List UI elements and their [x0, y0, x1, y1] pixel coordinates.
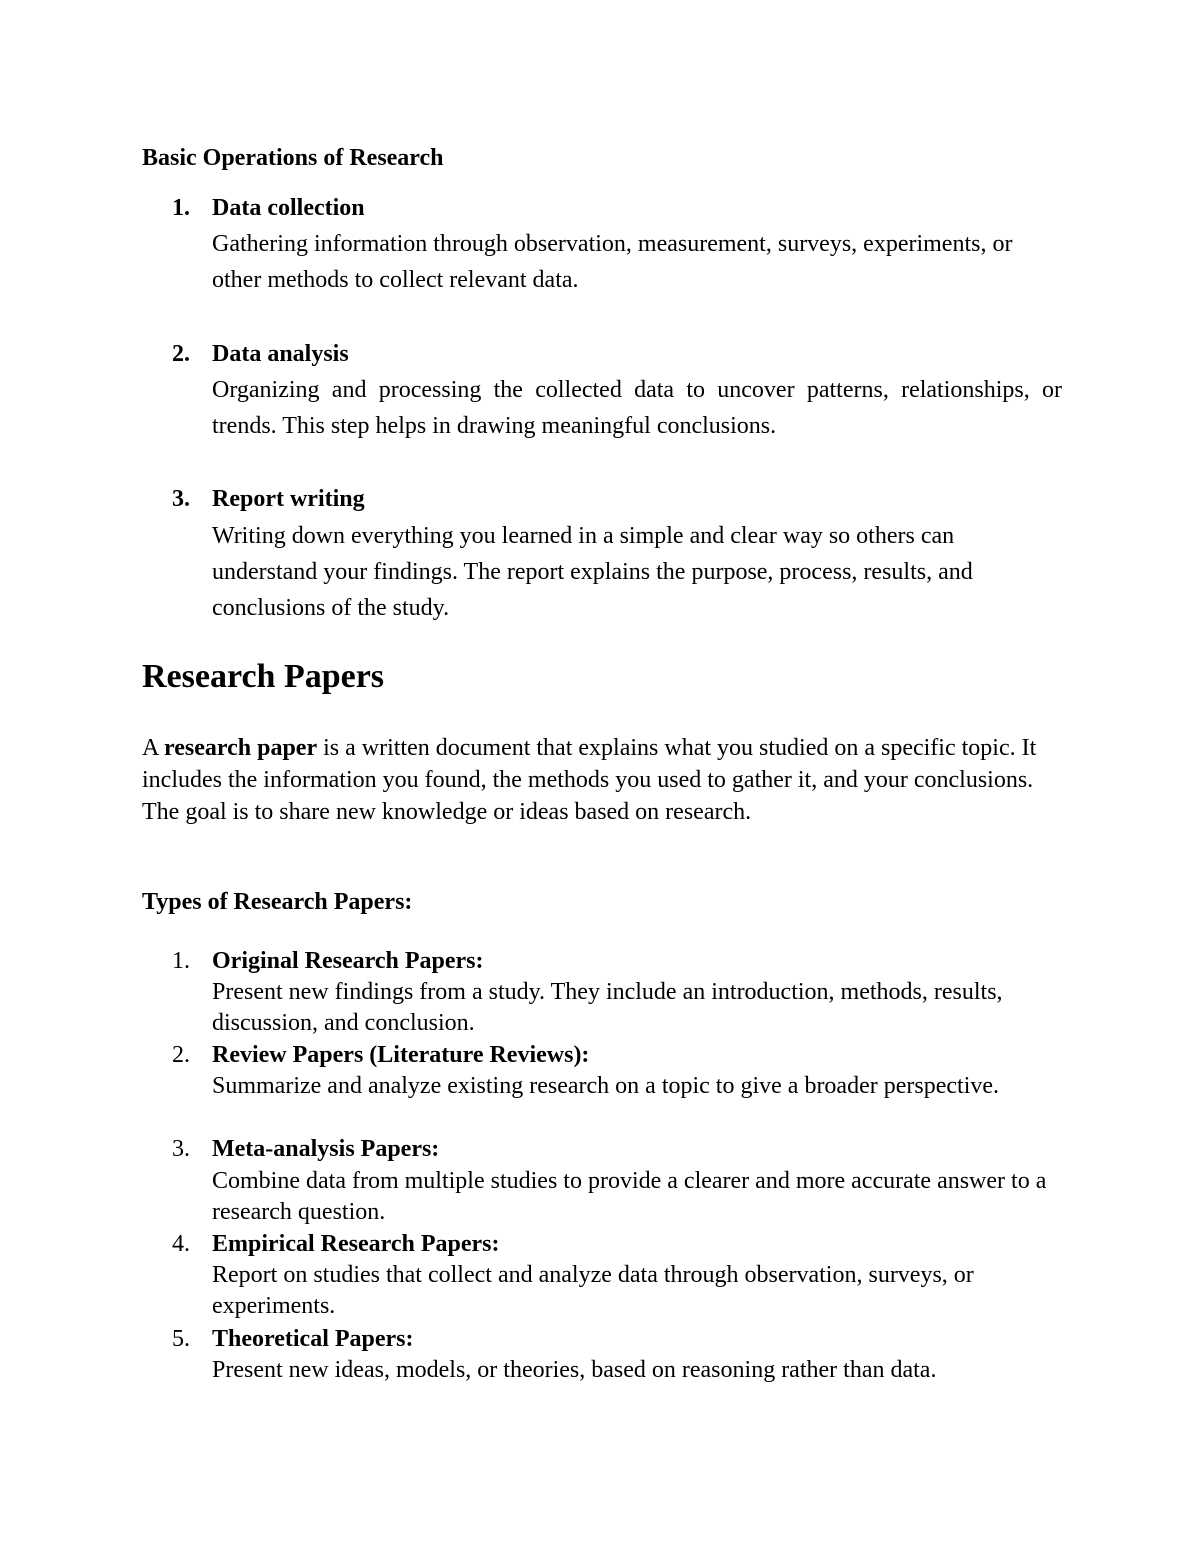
type-number: 1. [172, 948, 190, 974]
type-number: 5. [172, 1326, 190, 1352]
definition-body: is a written document that explains what you studied on a specific topic. It includes the information you found, the methods you used to gather it, and your conclusions. The goal is to share new knowledge or ideas based on research. [142, 735, 1037, 825]
research-paper-definition [142, 732, 1062, 828]
operation-title: Report writing [212, 486, 365, 512]
operation-title: Data collection [212, 195, 365, 221]
definition-term: research paper [164, 735, 318, 761]
type-number: 3. [172, 1136, 190, 1162]
definition-prefix: A [142, 735, 165, 761]
operation-number: 3. [172, 486, 190, 512]
research-papers-heading: Research Papers [142, 658, 385, 695]
type-title: Theoretical Papers: [212, 1326, 414, 1352]
operation-description: Gathering information through observation, measurement, surveys, experiments, or other methods to collect relevant data. [212, 231, 1013, 293]
basic-operations-heading: Basic Operations of Research [142, 145, 444, 171]
operation-number: 2. [172, 341, 190, 367]
type-title: Meta-analysis Papers: [212, 1136, 440, 1162]
type-number: 4. [172, 1231, 190, 1257]
type-number: 2. [172, 1042, 190, 1068]
types-heading: Types of Research Papers: [142, 889, 413, 915]
type-description: Present new ideas, models, or theories, based on reasoning rather than data. [212, 1357, 937, 1383]
type-title: Review Papers (Literature Reviews): [212, 1042, 590, 1068]
operation-description: Writing down everything you learned in a simple and clear way so others can understand your findings. The report explains the purpose, process, results, and conclusions of the study. [212, 523, 973, 621]
operation-description: Organizing and processing the collected data to uncover patterns, relationships, or trends. This step helps in drawing meaningful conclusions. [212, 377, 1062, 439]
operation-number: 1. [172, 195, 190, 221]
operation-title: Data analysis [212, 341, 349, 367]
type-title: Original Research Papers: [212, 948, 484, 974]
type-description: Combine data from multiple studies to provide a clearer and more accurate answer to a research question. [212, 1168, 1047, 1225]
type-description: Summarize and analyze existing research on a topic to give a broader perspective. [212, 1073, 1000, 1099]
type-description: Present new findings from a study. They include an introduction, methods, results, discussion, and conclusion. [212, 979, 1003, 1036]
type-description: Report on studies that collect and analyze data through observation, surveys, or experiments. [212, 1262, 974, 1319]
type-title: Empirical Research Papers: [212, 1231, 500, 1257]
